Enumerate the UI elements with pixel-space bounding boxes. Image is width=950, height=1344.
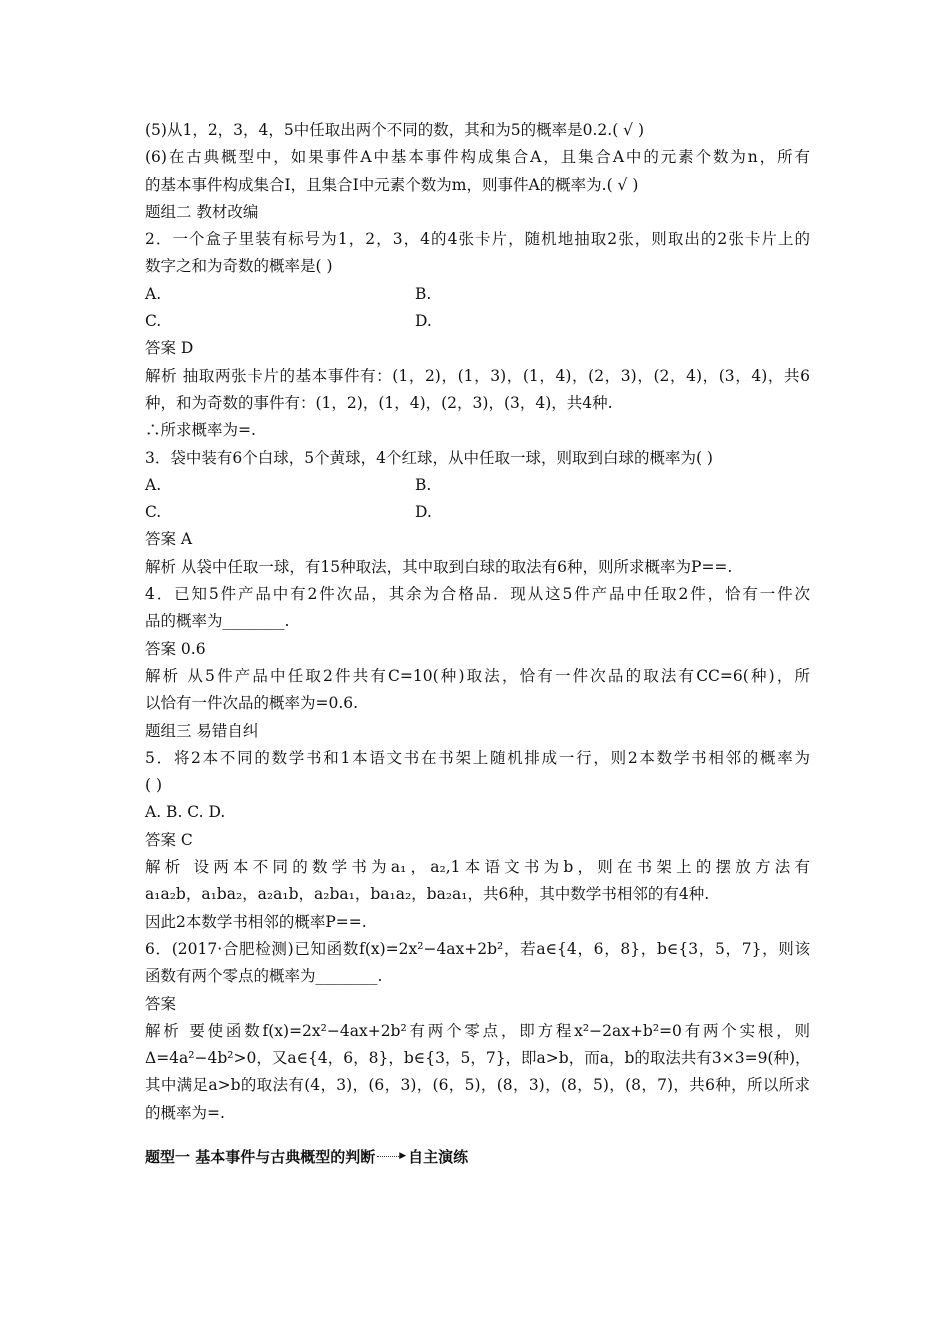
analysis-line: 解析 从5件产品中任取2件共有C=10(种)取法，恰有一件次品的取法有CC=6(种)，所: [145, 666, 810, 685]
options-row: [145, 499, 810, 526]
analysis-line: 的概率为=.: [145, 1103, 225, 1122]
question-line: 5．将2本不同的数学书和1本语文书在书架上随机排成一行，则2本数学书相邻的概率为: [145, 748, 810, 767]
analysis-line: ∴所求概率为=.: [145, 421, 256, 440]
option-d: D.: [415, 503, 432, 522]
section-heading: [145, 1143, 810, 1170]
text-line: (5)从1，2，3，4，5中任取出两个不同的数，其和为5的概率是0.2.( √ ): [145, 121, 645, 139]
option-b: B.: [415, 284, 432, 303]
analysis-line: 解析 设两本不同的数学书为a₁，a₂,1本语文书为b，则在书架上的摆放方法有: [145, 858, 810, 877]
analysis-line: a₁a₂b，a₁ba₂，a₂a₁b，a₂ba₁，ba₁a₂，ba₂a₁，共6种，其中数学书相邻的有4种.: [145, 885, 710, 904]
text-line: (6)在古典概型中，如果事件A中基本事件构成集合A，且集合A中的元素个数为n，所有: [145, 148, 810, 167]
option-b: B.: [415, 475, 432, 494]
options-row: [145, 472, 810, 499]
question-line: 2．一个盒子里装有标号为1，2，3，4的4张卡片，随机地抽取2张，则取出的2张卡片上的: [145, 230, 810, 249]
question-line: 数字之和为奇数的概率是( ): [145, 257, 333, 276]
options-row: [145, 308, 810, 335]
analysis-line: 因此2本数学书相邻的概率P==.: [145, 912, 367, 931]
answer-line: 答案 C: [145, 830, 193, 849]
option-a: A.: [145, 284, 162, 303]
analysis-line: 种，和为奇数的事件有：(1，2)，(1，4)，(2，3)，(3，4)，共4种.: [145, 393, 613, 412]
question-line: 6．(2017·合肥检测)已知函数f(x)=2x²−4ax+2b²，若a∈{4，6，8}，b∈{3，5，7}，则该: [145, 939, 810, 958]
group-heading: 题组二 教材改编: [145, 202, 259, 221]
question-line: 3．袋中装有6个白球，5个黄球，4个红球，从中任取一球，则取到白球的概率为( ): [145, 448, 713, 467]
option-c: C.: [145, 312, 162, 331]
group-heading: 题组三 易错自纠: [145, 721, 259, 740]
answer-line: 答案 0.6: [145, 639, 206, 658]
analysis-line: Δ=4a²−4b²>0，又a∈{4，6，8}，b∈{3，5，7}，即a>b，而a，b的取法共有3×3=9(种)，: [145, 1049, 811, 1068]
question-line: 4．已知5件产品中有2件次品，其余为合格品．现从这5件产品中任取2件，恰有一件次: [145, 585, 810, 604]
answer-line: 答案 A: [145, 530, 193, 549]
analysis-line: 以恰有一件次品的概率为=0.6.: [145, 694, 359, 713]
section-title: 题型一 基本事件与古典概型的判断: [145, 1147, 376, 1166]
option-a: A.: [145, 475, 162, 494]
analysis-line: 解析 抽取两张卡片的基本事件有：(1，2)，(1，3)，(1，4)，(2，3)，(2，4)，(3，4)，共6: [145, 366, 810, 385]
option-c: C.: [145, 503, 162, 522]
analysis-line: 解析 要使函数f(x)=2x²−4ax+2b²有两个零点，即方程x²−2ax+b²=0有两个实根，则: [145, 1021, 810, 1040]
answer-line: 答案: [145, 994, 177, 1013]
options-row: A. B. C. D.: [145, 803, 226, 822]
document-body: [145, 117, 810, 1170]
question-line: 品的概率为________.: [145, 612, 290, 631]
section-tag: 自主演练: [408, 1147, 469, 1166]
dotted-arrow-line: [377, 1156, 399, 1157]
option-d: D.: [415, 312, 432, 331]
answer-line: 答案 D: [145, 339, 194, 358]
analysis-line: 解析 从袋中任取一球，有15种取法，其中取到白球的取法有6种，则所求概率为P==.: [145, 557, 733, 576]
text-line: 的基本事件构成集合I，且集合I中元素个数为m，则事件A的概率为.( √ ): [145, 175, 639, 194]
options-row: [145, 281, 810, 308]
arrow-right-icon: ▶: [399, 1151, 407, 1162]
analysis-line: 其中满足a>b的取法有(4，3)，(6，3)，(6，5)，(8，3)，(8，5)，(8，7)，共6种，所以所求: [145, 1076, 810, 1095]
question-line: ( ): [145, 776, 163, 795]
question-line: 函数有两个零点的概率为________.: [145, 967, 383, 986]
